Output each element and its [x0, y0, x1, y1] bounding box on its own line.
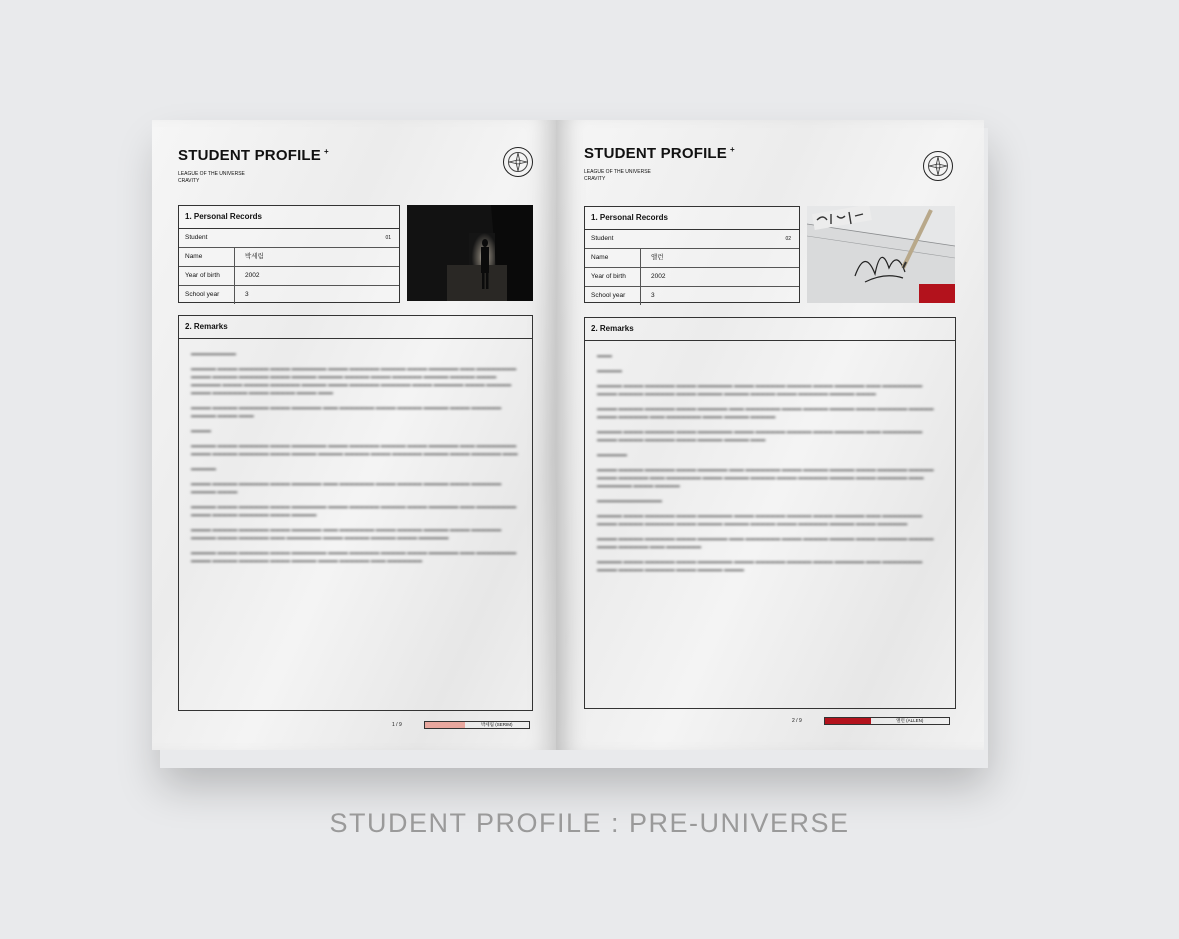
- page-title: STUDENT PROFILE +: [584, 145, 735, 162]
- table-row: Student 01: [179, 229, 399, 248]
- tag-name: 박세림 (SERIM): [480, 722, 513, 727]
- hallway-photo: [407, 205, 533, 301]
- compass-seal-icon: [503, 147, 533, 177]
- compass-seal-icon: [923, 151, 953, 181]
- page-footer: [392, 720, 530, 730]
- signature-photo: [807, 206, 955, 303]
- left-page: [152, 120, 556, 750]
- remarks-heading: 2. Remarks: [179, 316, 532, 339]
- table-row: Year of birth 2002: [585, 268, 799, 287]
- personal-records-table: [178, 205, 400, 303]
- remarks-heading: 2. Remarks: [585, 318, 955, 341]
- student-number: 02: [785, 236, 791, 242]
- tag-name: 앨런 (ALLEN): [896, 718, 924, 723]
- table-row: Year of birth 2002: [179, 267, 399, 286]
- page-subtitle: LEAGUE OF THE UNIVERSE CRAVITY: [178, 171, 245, 184]
- blurred-remarks-text: ▬▬▬▬▬▬▬▬▬ ▬▬▬▬▬ ▬▬▬▬ ▬▬▬▬▬▬ ▬▬▬▬ ▬▬▬▬▬▬▬ ▬▬▬▬ ▬▬▬▬▬▬ ▬▬▬▬▬ ▬▬▬▬ ▬▬▬▬▬▬ ▬▬▬ ▬▬▬▬▬▬▬▬ ▬▬▬▬ ▬▬▬▬▬ ▬▬▬▬▬▬ ▬▬▬▬ ▬▬▬▬▬ ▬▬▬▬▬ ▬▬▬▬▬ ▬▬▬▬ ▬▬▬▬▬▬ ▬▬▬▬▬ ▬▬▬▬▬ ▬▬▬▬ ▬▬▬▬▬▬ ▬▬▬▬ ▬▬▬▬▬ ▬▬▬▬▬▬ ▬▬▬▬▬ ▬▬▬▬ ▬▬▬▬▬▬ ▬▬▬▬▬▬ ▬▬▬▬ ▬▬▬▬▬▬ ▬▬▬▬ ▬▬▬▬▬ ▬▬▬▬ ▬▬▬▬▬▬▬ ▬▬▬▬ ▬▬▬▬▬ ▬▬▬▬ ▬▬▬ ▬▬▬▬ ▬▬▬▬▬ ▬▬▬▬▬▬ ▬▬▬▬ ▬▬▬▬▬▬ ▬▬▬ ▬▬▬▬▬▬▬ ▬▬▬▬ ▬▬▬▬▬ ▬▬▬▬▬ ▬▬▬▬ ▬▬▬▬▬▬ ▬▬▬▬▬ ▬▬▬▬ ▬▬▬ ▬▬▬▬ ▬▬▬▬▬ ▬▬▬▬ ▬▬▬▬▬▬ ▬▬▬▬ ▬▬▬▬▬▬▬ ▬▬▬▬ ▬▬▬▬▬▬ ▬▬▬▬▬ ▬▬▬▬ ▬▬▬▬▬▬ ▬▬▬ ▬▬▬▬▬▬▬▬ ▬▬▬▬ ▬▬▬▬▬ ▬▬▬▬▬▬ ▬▬▬▬ ▬▬▬▬▬ ▬▬▬▬▬ ▬▬▬▬▬ ▬▬▬▬ ▬▬▬▬▬▬ ▬▬▬▬▬ ▬▬▬▬ ▬▬▬▬▬▬ ▬▬▬ ▬▬▬▬▬ ▬▬▬▬ ▬▬▬▬▬ ▬▬▬▬▬▬ ▬▬▬▬ ▬▬▬▬▬▬ ▬▬▬ ▬▬▬▬▬▬▬ ▬▬▬▬ ▬▬▬▬▬ ▬▬▬▬▬ ▬▬▬▬ ▬▬▬▬▬▬ ▬▬▬▬▬ ▬▬▬▬ ▬▬▬▬▬ ▬▬▬▬ ▬▬▬▬▬▬ ▬▬▬▬ ▬▬▬▬▬▬▬ ▬▬▬▬ ▬▬▬▬▬▬ ▬▬▬▬▬ ▬▬▬▬ ▬▬▬▬▬▬ ▬▬▬ ▬▬▬▬▬▬▬▬ ▬▬▬▬ ▬▬▬▬▬ ▬▬▬▬▬▬ ▬▬▬▬ ▬▬▬▬▬ ▬▬▬▬ ▬▬▬▬▬ ▬▬▬▬▬▬ ▬▬▬▬ ▬▬▬▬▬▬ ▬▬▬ ▬▬▬▬▬▬▬ ▬▬▬▬ ▬▬▬▬▬ ▬▬▬▬▬ ▬▬▬▬ ▬▬▬▬▬▬ ▬▬▬▬▬ ▬▬▬▬ ▬▬▬▬▬▬ ▬▬▬ ▬▬▬▬▬▬▬ ▬▬▬▬ ▬▬▬▬▬ ▬▬▬▬▬ ▬▬▬▬ ▬▬▬▬▬▬ ▬▬▬▬▬ ▬▬▬▬ ▬▬▬▬▬▬ ▬▬▬▬ ▬▬▬▬▬▬▬ ▬▬▬▬ ▬▬▬▬▬▬ ▬▬▬▬▬ ▬▬▬▬ ▬▬▬▬▬▬ ▬▬▬ ▬▬▬▬▬▬▬▬ ▬▬▬▬ ▬▬▬▬▬ ▬▬▬▬▬▬ ▬▬▬▬ ▬▬▬▬▬ ▬▬▬▬ ▬▬▬▬▬▬ ▬▬▬ ▬▬▬▬▬▬▬: [191, 351, 518, 564]
- page-number: 1 / 9: [392, 722, 402, 728]
- personal-records-heading: 1. Personal Records: [179, 206, 399, 229]
- right-page: [556, 120, 984, 750]
- table-row: Student 02: [585, 230, 799, 249]
- page-subtitle: LEAGUE OF THE UNIVERSE CRAVITY: [584, 169, 651, 182]
- member-tag: [824, 717, 950, 725]
- page-number: 2 / 9: [792, 718, 802, 724]
- member-tag: [424, 721, 530, 729]
- blurred-remarks-text: ▬▬▬ ▬▬▬▬▬ ▬▬▬▬▬ ▬▬▬▬ ▬▬▬▬▬▬ ▬▬▬▬ ▬▬▬▬▬▬▬ ▬▬▬▬ ▬▬▬▬▬▬ ▬▬▬▬▬ ▬▬▬▬ ▬▬▬▬▬▬ ▬▬▬ ▬▬▬▬▬▬▬▬ ▬▬▬▬ ▬▬▬▬▬ ▬▬▬▬▬▬ ▬▬▬▬ ▬▬▬▬▬ ▬▬▬▬▬ ▬▬▬▬▬ ▬▬▬▬ ▬▬▬▬▬▬ ▬▬▬▬▬ ▬▬▬▬ ▬▬▬▬ ▬▬▬▬▬ ▬▬▬▬▬▬ ▬▬▬▬ ▬▬▬▬▬▬ ▬▬▬ ▬▬▬▬▬▬▬ ▬▬▬▬ ▬▬▬▬▬ ▬▬▬▬▬ ▬▬▬▬ ▬▬▬▬▬▬ ▬▬▬▬▬ ▬▬▬▬ ▬▬▬▬▬▬ ▬▬▬ ▬▬▬▬▬▬▬ ▬▬▬▬ ▬▬▬▬▬ ▬▬▬▬▬ ▬▬▬▬▬ ▬▬▬▬ ▬▬▬▬▬▬ ▬▬▬▬ ▬▬▬▬▬▬▬ ▬▬▬▬ ▬▬▬▬▬▬ ▬▬▬▬▬ ▬▬▬▬ ▬▬▬▬▬▬ ▬▬▬ ▬▬▬▬▬▬▬▬ ▬▬▬▬ ▬▬▬▬▬ ▬▬▬▬▬▬ ▬▬▬▬ ▬▬▬▬▬ ▬▬▬▬▬ ▬▬▬ ▬▬▬▬▬▬ ▬▬▬▬ ▬▬▬▬▬ ▬▬▬▬▬▬ ▬▬▬▬ ▬▬▬▬▬▬ ▬▬▬ ▬▬▬▬▬▬▬ ▬▬▬▬ ▬▬▬▬▬ ▬▬▬▬▬ ▬▬▬▬ ▬▬▬▬▬▬ ▬▬▬▬▬ ▬▬▬▬ ▬▬▬▬▬▬ ▬▬▬ ▬▬▬▬▬▬▬ ▬▬▬▬ ▬▬▬▬▬ ▬▬▬▬▬ ▬▬▬▬ ▬▬▬▬▬▬ ▬▬▬▬▬ ▬▬▬▬ ▬▬▬▬▬▬ ▬▬▬ ▬▬▬▬▬▬▬ ▬▬▬▬ ▬▬▬▬▬ ▬▬▬▬▬▬▬▬▬▬▬▬▬ ▬▬▬▬▬ ▬▬▬▬ ▬▬▬▬▬▬ ▬▬▬▬ ▬▬▬▬▬▬▬ ▬▬▬▬ ▬▬▬▬▬▬ ▬▬▬▬▬ ▬▬▬▬ ▬▬▬▬▬▬ ▬▬▬ ▬▬▬▬▬▬▬▬ ▬▬▬▬ ▬▬▬▬▬ ▬▬▬▬▬▬ ▬▬▬▬ ▬▬▬▬▬ ▬▬▬▬▬ ▬▬▬▬▬ ▬▬▬▬ ▬▬▬▬▬▬ ▬▬▬▬▬ ▬▬▬▬ ▬▬▬▬▬▬ ▬▬▬▬ ▬▬▬▬▬ ▬▬▬▬▬▬ ▬▬▬▬ ▬▬▬▬▬▬ ▬▬▬ ▬▬▬▬▬▬▬ ▬▬▬▬ ▬▬▬▬▬ ▬▬▬▬▬ ▬▬▬▬ ▬▬▬▬▬▬ ▬▬▬▬▬ ▬▬▬▬ ▬▬▬▬▬▬ ▬▬▬ ▬▬▬▬▬▬▬ ▬▬▬▬▬ ▬▬▬▬ ▬▬▬▬▬▬ ▬▬▬▬ ▬▬▬▬▬▬▬ ▬▬▬▬ ▬▬▬▬▬▬ ▬▬▬▬▬ ▬▬▬▬ ▬▬▬▬▬▬ ▬▬▬ ▬▬▬▬▬▬▬▬ ▬▬▬▬ ▬▬▬▬▬ ▬▬▬▬▬▬ ▬▬▬▬ ▬▬▬▬▬ ▬▬▬▬: [597, 353, 934, 573]
- page-title: STUDENT PROFILE +: [178, 147, 329, 164]
- remarks-box: [178, 315, 533, 711]
- table-row: School year 3: [179, 286, 399, 304]
- tag-color-fill: [425, 722, 465, 728]
- table-row: Name 앨런: [585, 249, 799, 268]
- caption-title: STUDENT PROFILE : PRE-UNIVERSE: [329, 808, 850, 838]
- remarks-box: [584, 317, 956, 709]
- page-footer: [792, 716, 950, 726]
- personal-records-table: [584, 206, 800, 303]
- personal-records-heading: 1. Personal Records: [585, 207, 799, 230]
- table-row: Name 박세림: [179, 248, 399, 267]
- student-number: 01: [385, 235, 391, 241]
- tag-color-fill: [825, 718, 871, 724]
- table-row: School year 3: [585, 287, 799, 305]
